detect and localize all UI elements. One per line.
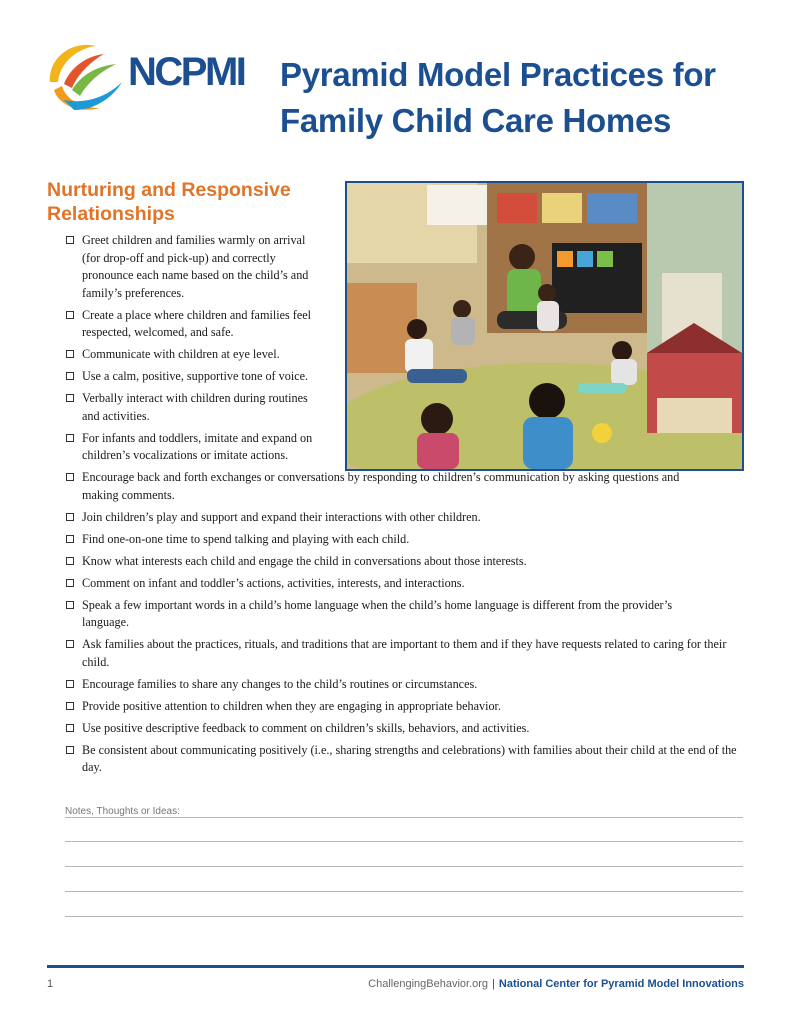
- checklist-item-text: Encourage back and forth exchanges or conversations by responding to children’s communication by asking questions and making comments.: [82, 470, 680, 502]
- checkbox[interactable]: [66, 724, 74, 732]
- checklist-item-text: Provide positive attention to children when they are engaging in appropriate behavior.: [82, 698, 501, 713]
- footer-org-name: National Center for Pyramid Model Innovations: [498, 978, 744, 990]
- footer-credit: [368, 978, 744, 990]
- checklist-item-text: Ask families about the practices, rituals, and traditions that are important to them and if they have requests related to caring for their child.: [82, 637, 727, 669]
- checklist-item[interactable]: [65, 430, 745, 465]
- checkbox[interactable]: [66, 601, 74, 609]
- checklist-item[interactable]: [65, 553, 745, 571]
- notes-line[interactable]: [65, 817, 743, 818]
- checklist-item[interactable]: [65, 346, 745, 364]
- checklist-item-text: Use positive descriptive feedback to comment on children’s skills, behaviors, and activities.: [82, 720, 530, 735]
- checklist-item[interactable]: [65, 676, 745, 694]
- checklist-item[interactable]: [65, 390, 745, 425]
- page-title-line-1: Pyramid Model Practices for: [280, 56, 716, 93]
- checklist-item-text: Be consistent about communicating positively (i.e., sharing strengths and celebrations) with families about their child at the end of the day.: [82, 742, 737, 774]
- checkbox[interactable]: [66, 640, 74, 648]
- checkbox[interactable]: [66, 579, 74, 587]
- checklist-item[interactable]: [65, 597, 745, 632]
- checklist-item-text: Speak a few important words in a child’s home language when the child’s home language is different from the provider’s language.: [82, 597, 673, 629]
- checklist-item-text: Comment on infant and toddler’s actions, activities, interests, and interactions.: [82, 575, 465, 590]
- page-title: [280, 52, 770, 144]
- checkbox[interactable]: [66, 746, 74, 754]
- checklist-item-text: Create a place where children and families feel respected, welcomed, and safe.: [82, 307, 312, 339]
- checkbox[interactable]: [66, 535, 74, 543]
- checklist-item[interactable]: [65, 742, 745, 777]
- notes-line[interactable]: [65, 841, 743, 842]
- checklist-item-text: Know what interests each child and engage the child in conversations about those interests.: [82, 553, 527, 568]
- footer-separator: |: [492, 978, 495, 990]
- checkbox[interactable]: [66, 350, 74, 358]
- checkbox[interactable]: [66, 513, 74, 521]
- notes-line[interactable]: [65, 891, 743, 892]
- checklist-item[interactable]: [65, 368, 745, 386]
- section-heading: Nurturing and Responsive Relationships: [47, 179, 291, 225]
- checklist-item[interactable]: [65, 698, 745, 716]
- checkbox[interactable]: [66, 702, 74, 710]
- checklist-item[interactable]: [65, 307, 745, 342]
- checkbox[interactable]: [66, 311, 74, 319]
- notes-line[interactable]: [65, 916, 743, 917]
- checklist-item-text: For infants and toddlers, imitate and expand on children’s vocalizations or imitate actions.: [82, 430, 313, 462]
- checklist-item-text: Use a calm, positive, supportive tone of voice.: [82, 369, 309, 383]
- checkbox[interactable]: [66, 394, 74, 402]
- notes-label: Notes, Thoughts or Ideas:: [65, 806, 184, 817]
- checklist-item[interactable]: [65, 636, 745, 671]
- page-number: 1: [47, 978, 54, 990]
- checkbox[interactable]: [66, 236, 74, 244]
- ncpmi-swirl-icon: [44, 38, 126, 116]
- checklist-item-text: Verbally interact with children during routines and activities.: [82, 391, 308, 423]
- checklist-item-text: Communicate with children at eye level.: [82, 347, 280, 361]
- checklist-item-text: Encourage families to share any changes to the child’s routines or circumstances.: [82, 676, 478, 691]
- checklist-item-text: Find one-on-one time to spend talking and playing with each child.: [82, 531, 410, 546]
- checklist-item-text: Join children’s play and support and expand their interactions with other children.: [82, 509, 481, 524]
- checklist-item-text: Greet children and families warmly on arrival (for drop-off and pick-up) and correctly pronounce each name based on the child’s and family’s preferences.: [82, 233, 309, 300]
- checkbox[interactable]: [66, 372, 74, 380]
- checklist-item[interactable]: [65, 575, 745, 593]
- checklist-item[interactable]: [65, 509, 745, 527]
- ncpmi-logo: [44, 38, 254, 116]
- checklist-item[interactable]: [65, 232, 745, 302]
- checklist-item[interactable]: [65, 469, 745, 504]
- checklist-item[interactable]: [65, 531, 745, 549]
- logo-wordmark: NCPMI: [128, 50, 245, 94]
- checklist-item[interactable]: [65, 720, 745, 738]
- footer-divider: [47, 965, 744, 968]
- checkbox[interactable]: [66, 434, 74, 442]
- checkbox[interactable]: [66, 473, 74, 481]
- page-title-line-2: Family Child Care Homes: [280, 102, 672, 139]
- footer-site-link[interactable]: ChallengingBehavior.org: [368, 978, 489, 990]
- checkbox[interactable]: [66, 680, 74, 688]
- practice-checklist: [65, 232, 745, 781]
- checkbox[interactable]: [66, 557, 74, 565]
- notes-line[interactable]: [65, 866, 743, 867]
